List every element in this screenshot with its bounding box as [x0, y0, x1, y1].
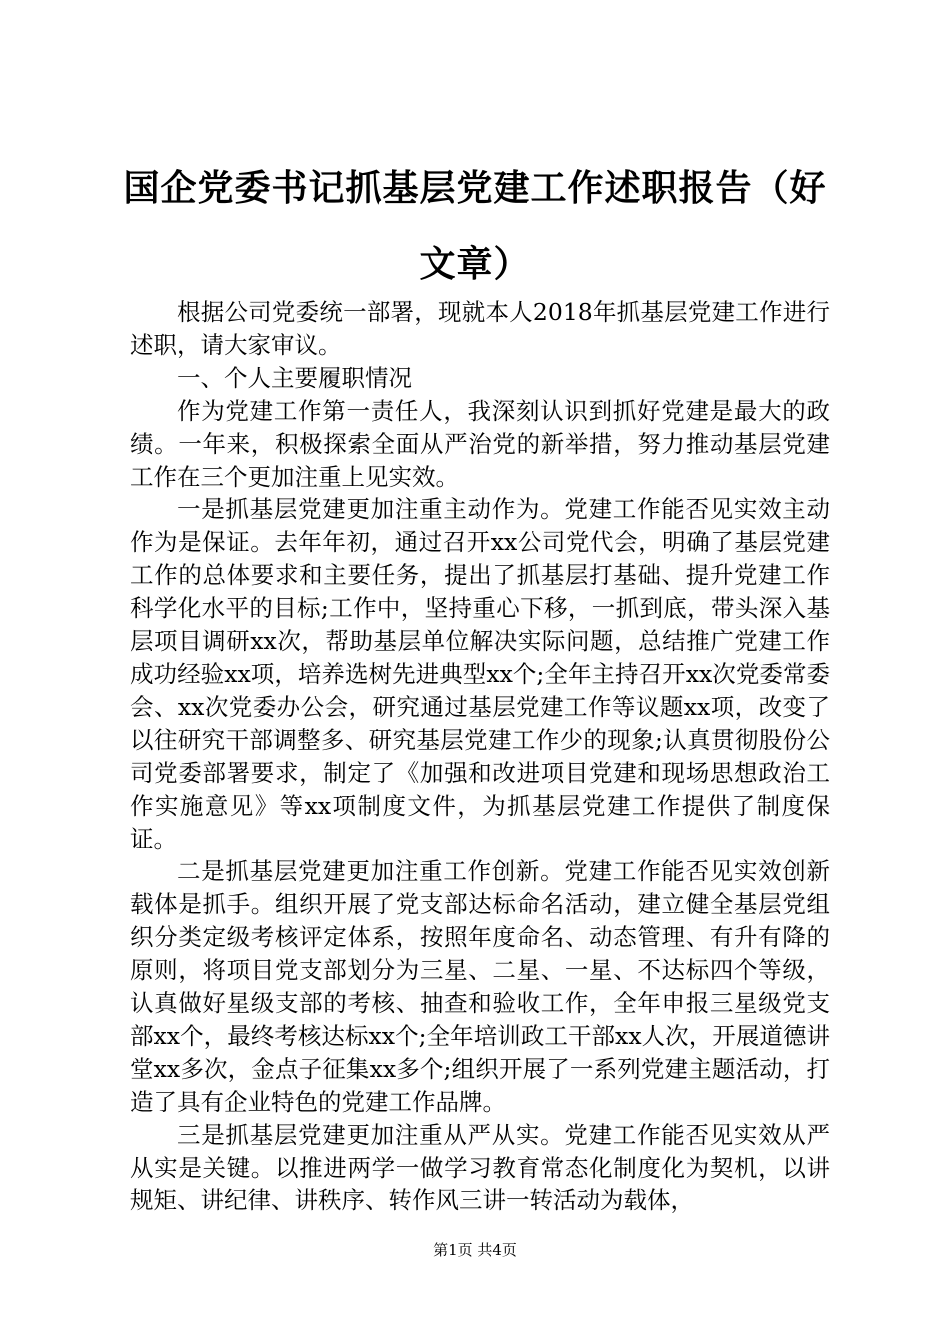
- body-paragraph: 作为党建工作第一责任人，我深刻认识到抓好党建是最大的政绩。一年来，积极探索全面从严治党的新举措，努力推动基层党建工作在三个更加注重上见实效。: [130, 396, 830, 491]
- intro-paragraph: 根据公司党委统一部署，现就本人2018年抓基层党建工作进行述职，请大家审议。: [130, 298, 830, 359]
- page-footer: 第1页 共4页: [433, 1241, 517, 1259]
- body-paragraph: 二是抓基层党建更加注重工作创新。党建工作能否见实效创新载体是抓手。组织开展了党支部达标命名活动，建立健全基层党组织分类定级考核评定体系，按照年度命名、动态管理、有升有降的原则，将项目党支部划分为三星、二星、一星、不达标四个等级，认真做好星级支部的考核、抽查和验收工作，全年申报三星级党支部xx个，最终考核达标xx个;全年培训政工干部xx人次，开展道德讲堂xx多次，金点子征集xx多个;组织开展了一系列党建主题活动，打造了具有企业特色的党建工作品牌。: [130, 857, 830, 1116]
- section-heading: 一、个人主要履职情况: [177, 363, 412, 392]
- body-paragraph: 三是抓基层党建更加注重从严从实。党建工作能否见实效从严从实是关键。以推进两学一做学习教育常态化制度化为契机，以讲规矩、讲纪律、讲秩序、转作风三讲一转活动为载体，: [130, 1120, 830, 1215]
- document-title: 国企党委书记抓基层党建工作述职报告（好文章）: [123, 167, 827, 285]
- body-paragraph: 一是抓基层党建更加注重主动作为。党建工作能否见实效主动作为是保证。去年年初，通过召开xx公司党代会，明确了基层党建工作的总体要求和主要任务，提出了抓基层打基础、提升党建工作科学化水平的目标;工作中，坚持重心下移，一抓到底，带头深入基层项目调研xx次，帮助基层单位解决实际问题，总结推广党建工作成功经验xx项，培养选树先进典型xx个;全年主持召开xx次党委常委会、xx次党委办公会，研究通过基层党建工作等议题xx项，改变了以往研究干部调整多、研究基层党建工作少的现象;认真贯彻股份公司党委部署要求，制定了《加强和改进项目党建和现场思想政治工作实施意见》等xx项制度文件，为抓基层党建工作提供了制度保证。: [130, 495, 830, 853]
- document-body: [130, 296, 830, 1217]
